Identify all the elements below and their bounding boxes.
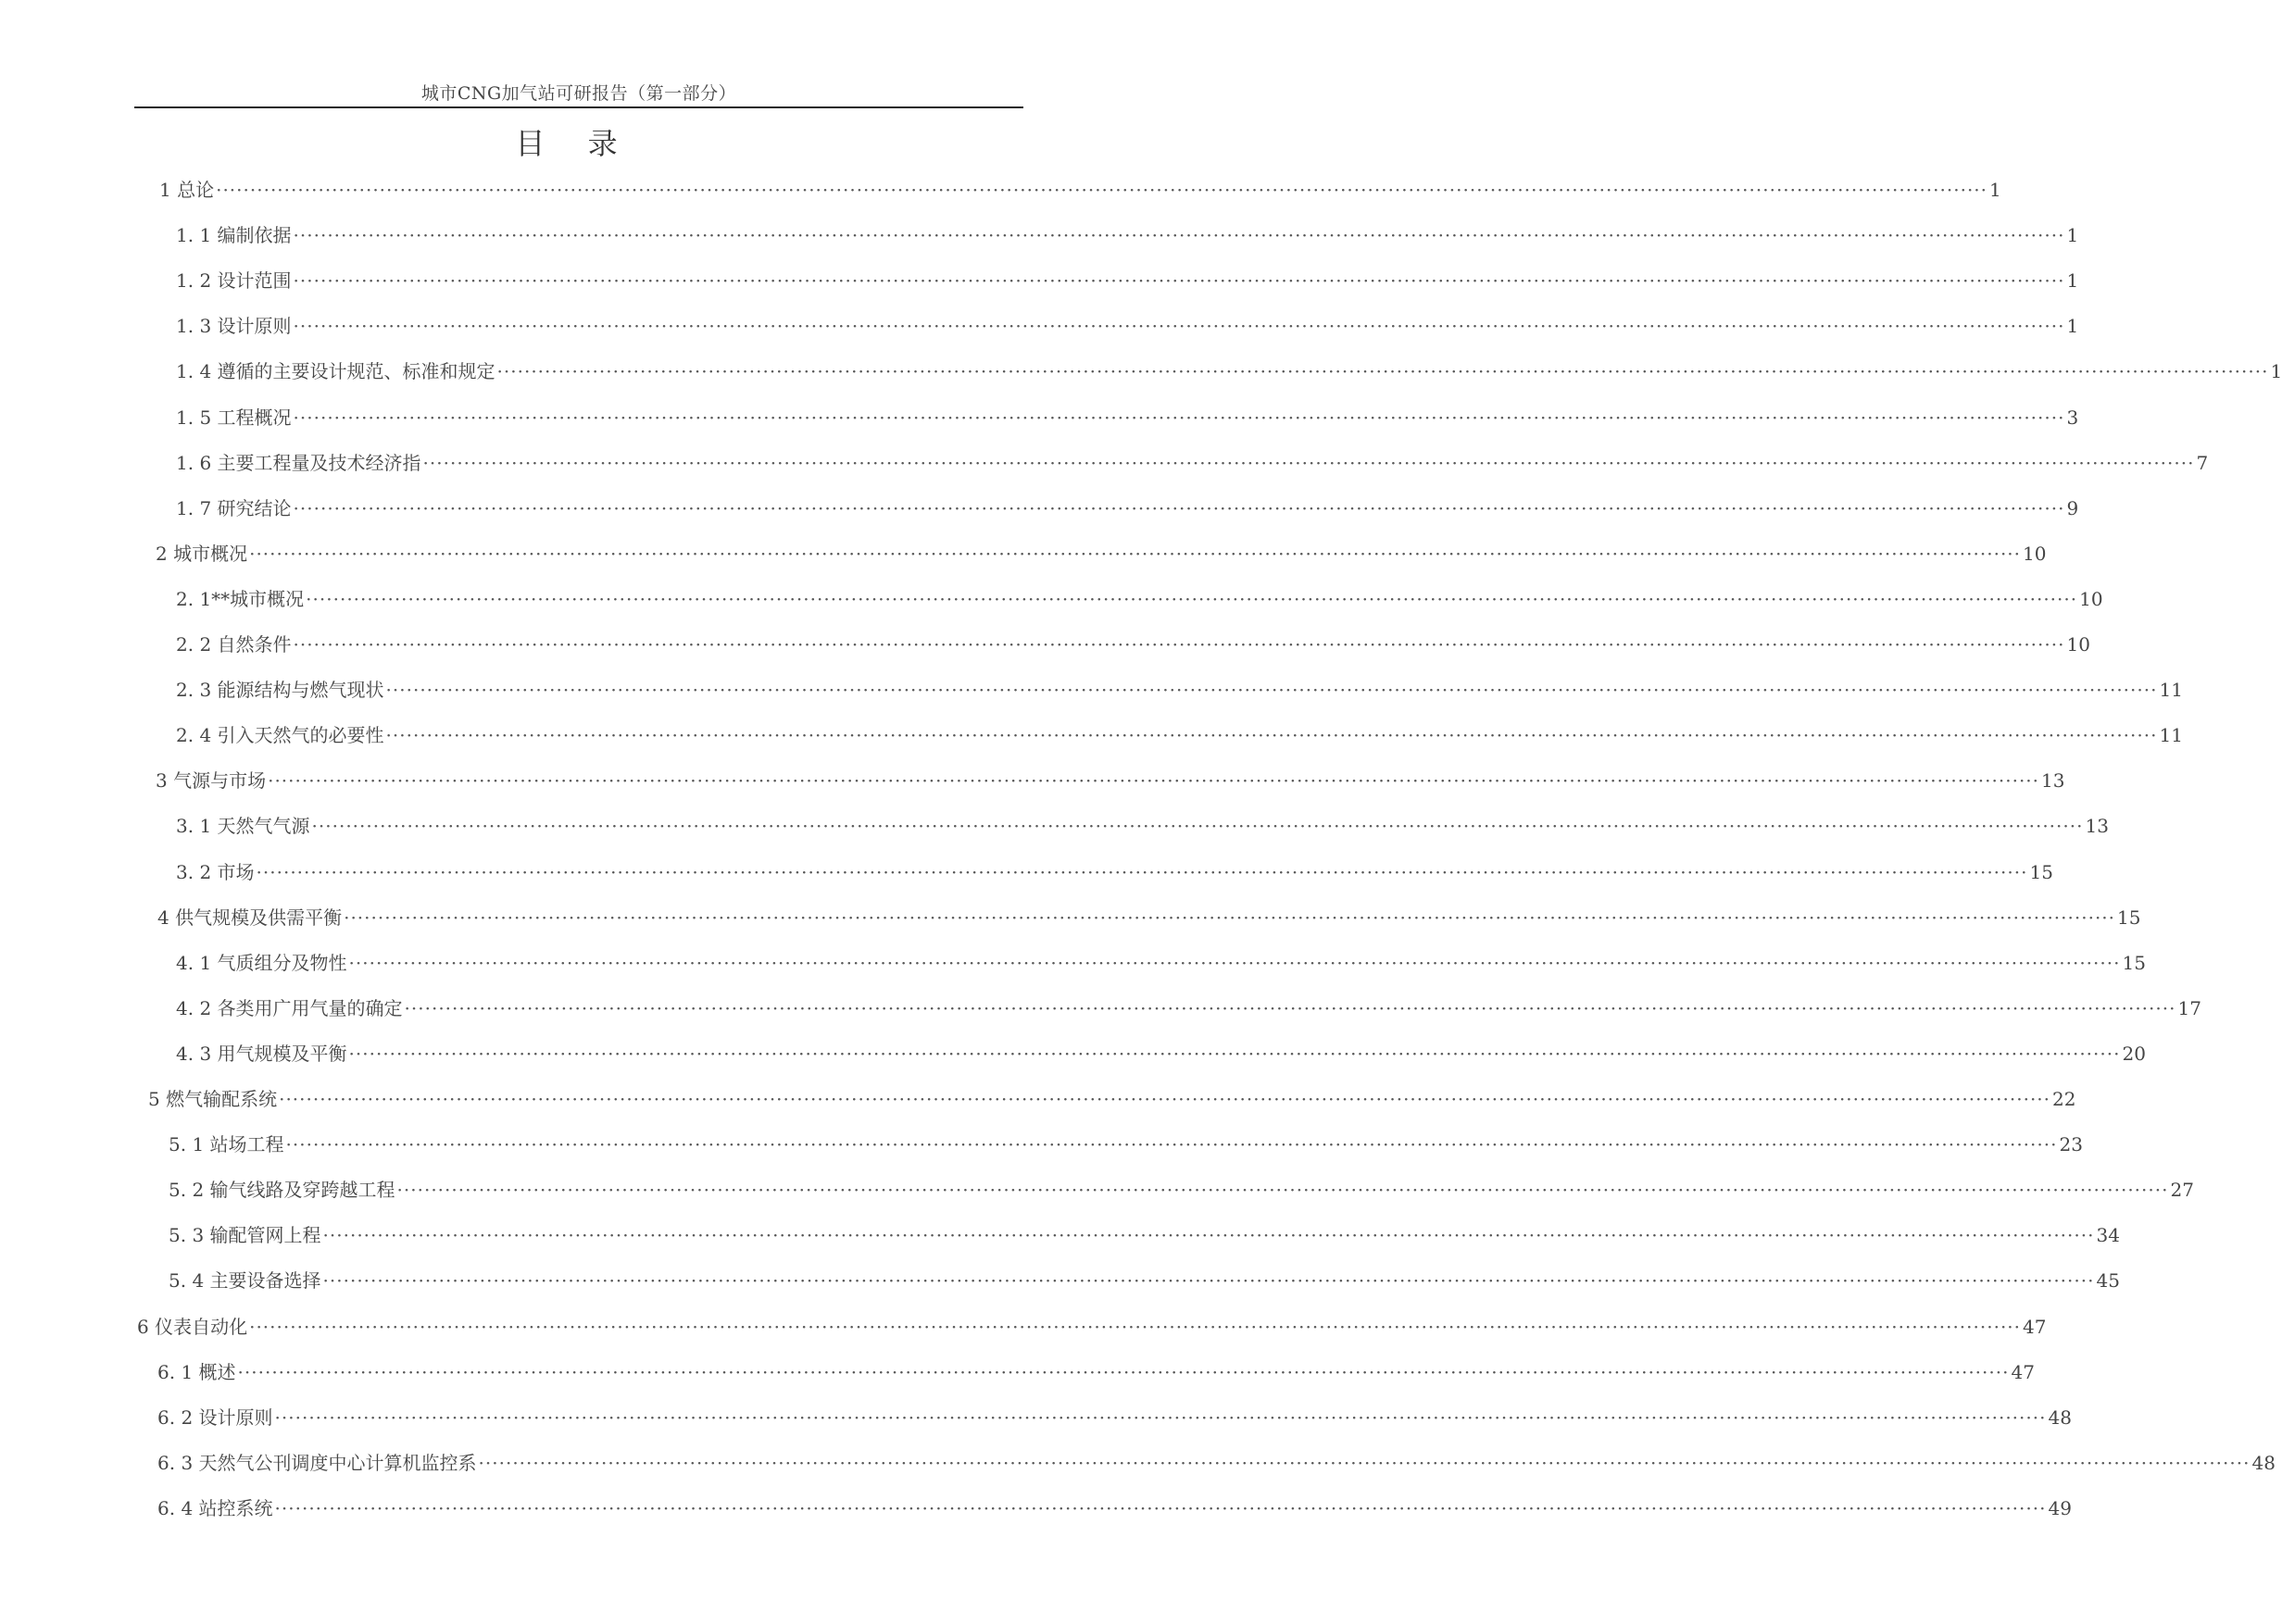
toc-entry-label: 2. 4 引入天然气的必要性 xyxy=(176,724,384,746)
toc-entry[interactable] xyxy=(176,267,2079,294)
toc-dot-leader: ···································································································································································································································································· xyxy=(311,815,2084,837)
toc-dot-leader: ···································································································································································································································································· xyxy=(348,1043,2121,1065)
toc-dot-leader: ···································································································································································································································································· xyxy=(404,997,2176,1019)
toc-entry[interactable] xyxy=(156,540,2047,568)
toc-entry[interactable] xyxy=(176,812,2109,840)
toc-entry-page-number: 45 xyxy=(2096,1269,2120,1292)
toc-dot-leader: ···································································································································································································································································· xyxy=(306,588,2078,610)
toc-entry[interactable] xyxy=(176,676,2183,704)
toc-dot-leader: ···································································································································································································································································· xyxy=(274,1406,2047,1429)
toc-entry-page-number: 47 xyxy=(2011,1361,2035,1383)
toc-entry-label: 5. 1 站场工程 xyxy=(169,1133,284,1156)
toc-entry-label: 1. 5 工程概况 xyxy=(176,406,292,429)
toc-entry[interactable] xyxy=(176,357,2282,385)
toc-entry[interactable] xyxy=(176,585,2103,613)
toc-dot-leader: ···································································································································································································································································· xyxy=(279,1088,2051,1110)
toc-entry-page-number: 10 xyxy=(2079,588,2103,610)
toc-entry-page-number: 1 xyxy=(2066,315,2079,337)
toc-entry[interactable] xyxy=(176,404,2079,431)
toc-entry-page-number: 47 xyxy=(2023,1316,2047,1338)
toc-entry-label: 1. 6 主要工程量及技术经济指 xyxy=(176,452,421,474)
toc-entry[interactable] xyxy=(176,312,2079,340)
toc-entry[interactable] xyxy=(176,449,2209,477)
toc-dot-leader: ···································································································································································································································································· xyxy=(293,315,2065,337)
toc-dot-leader: ···································································································································································································································································· xyxy=(396,1179,2169,1201)
toc-entry-page-number: 7 xyxy=(2196,452,2209,474)
toc-entry-page-number: 15 xyxy=(2117,906,2141,929)
toc-entry-page-number: 34 xyxy=(2096,1224,2120,1246)
toc-entry-page-number: 17 xyxy=(2177,997,2201,1019)
toc-entry[interactable] xyxy=(157,904,2141,931)
toc-entry[interactable] xyxy=(176,221,2079,249)
toc-entry-page-number: 27 xyxy=(2170,1179,2194,1201)
toc-entry[interactable] xyxy=(157,1449,2276,1477)
toc-entry-page-number: 10 xyxy=(2066,633,2090,656)
toc-dot-leader: ···································································································································································································································································· xyxy=(478,1452,2251,1474)
toc-entry[interactable] xyxy=(159,176,2001,204)
toc-entry-label: 1. 7 研究结论 xyxy=(176,497,292,519)
toc-entry-label: 1. 2 设计范围 xyxy=(176,269,292,292)
toc-entry[interactable] xyxy=(176,721,2183,749)
toc-entry-page-number: 1 xyxy=(1989,179,2001,201)
toc-dot-leader: ···································································································································································································································································· xyxy=(344,906,2116,929)
toc-dot-leader: ···································································································································································································································································· xyxy=(249,543,2022,565)
toc-entry[interactable] xyxy=(156,767,2065,794)
toc-entry[interactable] xyxy=(157,1494,2072,1522)
toc-entry-label: 4. 3 用气规模及平衡 xyxy=(176,1043,347,1065)
toc-entry-page-number: 49 xyxy=(2048,1497,2072,1519)
toc-dot-leader: ···································································································································································································································································· xyxy=(285,1133,2058,1156)
toc-entry-label: 1. 1 编制依据 xyxy=(176,224,292,246)
toc-entry-page-number: 22 xyxy=(2052,1088,2076,1110)
toc-entry-label: 2. 1**城市概况 xyxy=(176,588,305,610)
toc-entry[interactable] xyxy=(176,494,2079,522)
toc-entry[interactable] xyxy=(169,1221,2120,1249)
toc-entry-label: 6. 1 概述 xyxy=(157,1361,236,1383)
toc-entry[interactable] xyxy=(157,1404,2072,1431)
toc-entry-page-number: 10 xyxy=(2023,543,2047,565)
header-rule xyxy=(134,106,1023,108)
toc-dot-leader: ···································································································································································································································································· xyxy=(274,1497,2047,1519)
toc-entry-page-number: 11 xyxy=(2159,679,2183,701)
toc-dot-leader: ···································································································································································································································································· xyxy=(348,952,2121,974)
toc-entry[interactable] xyxy=(176,631,2090,658)
toc-entry-label: 5. 4 主要设备选择 xyxy=(169,1269,321,1292)
toc-entry-label: 1. 4 遵循的主要设计规范、标准和规定 xyxy=(176,360,495,382)
toc-dot-leader: ···································································································································································································································································· xyxy=(237,1361,2010,1383)
toc-entry-page-number: 15 xyxy=(2122,952,2146,974)
toc-entry-page-number: 15 xyxy=(2029,861,2053,883)
toc-dot-leader: ···································································································································································································································································· xyxy=(322,1224,2095,1246)
toc-entry-label: 1 总论 xyxy=(159,179,215,201)
toc-dot-leader: ···································································································································································································································································· xyxy=(216,179,1988,201)
toc-dot-leader: ···································································································································································································································································· xyxy=(293,633,2065,656)
toc-entry[interactable] xyxy=(169,1176,2194,1204)
toc-dot-leader: ···································································································································································································································································· xyxy=(293,497,2065,519)
toc-entry-label: 6. 3 天然气公刊调度中心计算机监控系 xyxy=(157,1452,477,1474)
toc-entry-label: 6. 2 设计原则 xyxy=(157,1406,273,1429)
toc-entry-label: 2. 2 自然条件 xyxy=(176,633,292,656)
toc-entry-label: 4. 1 气质组分及物性 xyxy=(176,952,347,974)
toc-dot-leader: ···································································································································································································································································· xyxy=(293,224,2065,246)
toc-entry-page-number: 23 xyxy=(2059,1133,2083,1156)
toc-entry-page-number: 3 xyxy=(2066,406,2079,429)
toc-entry-page-number: 9 xyxy=(2066,497,2079,519)
toc-entry-label: 3. 2 市场 xyxy=(176,861,255,883)
toc-dot-leader: ···································································································································································································································································· xyxy=(385,679,2158,701)
toc-entry[interactable] xyxy=(176,858,2053,886)
toc-dot-leader: ···································································································································································································································································· xyxy=(249,1316,2022,1338)
toc-dot-leader: ···································································································································································································································································· xyxy=(422,452,2195,474)
toc-dot-leader: ···································································································································································································································································· xyxy=(322,1269,2095,1292)
toc-entry-page-number: 1 xyxy=(2066,224,2079,246)
toc-entry[interactable] xyxy=(176,1040,2146,1068)
toc-entry[interactable] xyxy=(137,1313,2047,1341)
toc-entry-label: 3 气源与市场 xyxy=(156,769,267,792)
toc-entry[interactable] xyxy=(169,1131,2083,1158)
toc-dot-leader: ···································································································································································································································································· xyxy=(293,406,2065,429)
toc-entry-label: 5. 3 输配管网上程 xyxy=(169,1224,321,1246)
toc-entry[interactable] xyxy=(148,1085,2076,1113)
toc-entry-label: 4 供气规模及供需平衡 xyxy=(157,906,343,929)
toc-dot-leader: ···································································································································································································································································· xyxy=(268,769,2040,792)
toc-entry[interactable] xyxy=(169,1267,2120,1294)
toc-entry-label: 6 仪表自动化 xyxy=(137,1316,248,1338)
toc-entry-page-number: 48 xyxy=(2251,1452,2276,1474)
toc-dot-leader: ···································································································································································································································································· xyxy=(385,724,2158,746)
toc-dot-leader: ···································································································································································································································································· xyxy=(256,861,2028,883)
toc-entry-label: 5 燃气输配系统 xyxy=(148,1088,278,1110)
toc-entry-label: 3. 1 天然气气源 xyxy=(176,815,310,837)
toc-dot-leader: ···································································································································································································································································· xyxy=(496,360,2269,382)
toc-entry-page-number: 13 xyxy=(2041,769,2065,792)
toc-dot-leader: ···································································································································································································································································· xyxy=(293,269,2065,292)
toc-entry-label: 6. 4 站控系统 xyxy=(157,1497,273,1519)
toc-entry-page-number: 13 xyxy=(2085,815,2109,837)
toc-entry-page-number: 20 xyxy=(2122,1043,2146,1065)
toc-title: 目 录 xyxy=(515,126,634,161)
toc-entry-page-number: 48 xyxy=(2048,1406,2072,1429)
toc-entry-label: 4. 2 各类用广用气量的确定 xyxy=(176,997,403,1019)
toc-entry-page-number: 1 xyxy=(2270,360,2282,382)
toc-entry-label: 5. 2 输气线路及穿跨越工程 xyxy=(169,1179,395,1201)
toc-entry[interactable] xyxy=(176,994,2201,1022)
toc-entry-label: 2 城市概况 xyxy=(156,543,248,565)
toc-entry[interactable] xyxy=(157,1358,2035,1386)
toc-entry-page-number: 1 xyxy=(2066,269,2079,292)
toc-entry-label: 2. 3 能源结构与燃气现状 xyxy=(176,679,384,701)
toc-entry[interactable] xyxy=(176,949,2146,977)
page-header: 城市CNG加气站可研报告（第一部分） xyxy=(420,83,737,104)
toc-entry-page-number: 11 xyxy=(2159,724,2183,746)
toc-entry-label: 1. 3 设计原则 xyxy=(176,315,292,337)
